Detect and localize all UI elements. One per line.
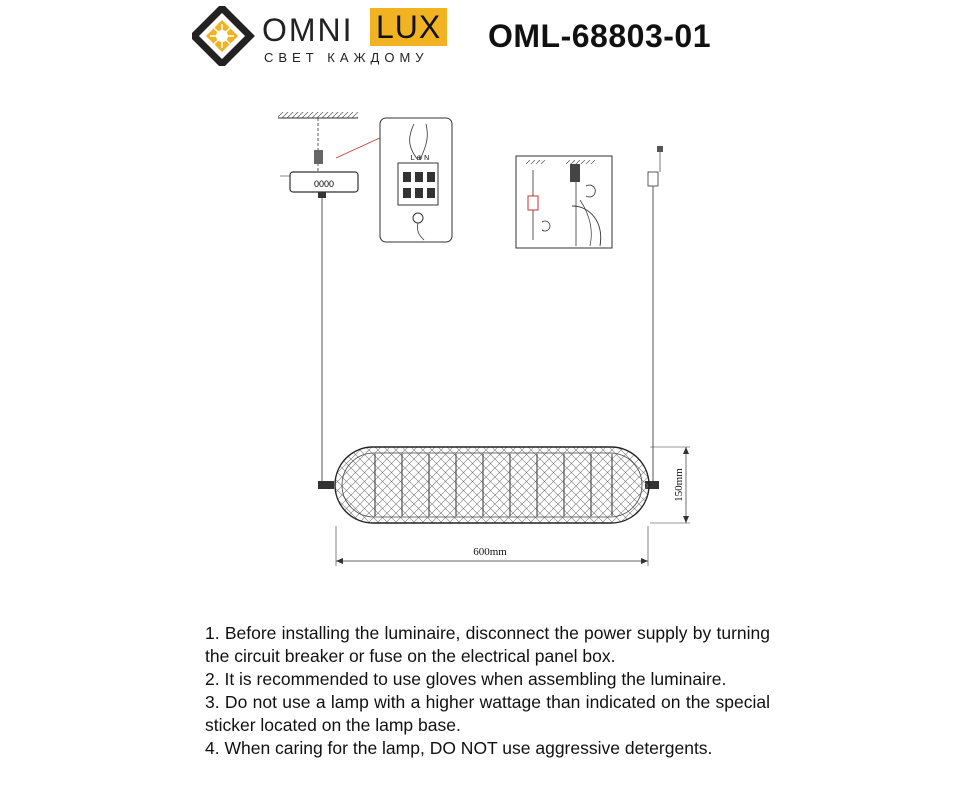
ceiling-mount xyxy=(278,112,358,198)
terminal-label: L ⊕ N xyxy=(410,155,430,162)
lamp-body xyxy=(335,447,649,523)
right-cable xyxy=(645,146,663,489)
terminal-detail xyxy=(380,118,452,242)
brand-tagline: СВЕТ КАЖДОМУ xyxy=(264,50,429,65)
canopy-label: 0000 xyxy=(313,179,335,189)
brand-name-lux: LUX xyxy=(370,8,447,46)
instruction-item: 1. Before installing the luminaire, disconnect the power supply by turning the circuit breaker or fuse on the electrical panel box. xyxy=(205,623,770,666)
instruction-item: 2. It is recommended to use gloves when assembling the luminaire. xyxy=(205,669,727,689)
instruction-item: 4. When caring for the lamp, DO NOT use aggressive detergents. xyxy=(205,738,713,758)
instructions-list xyxy=(205,622,770,760)
instruction-item: 3. Do not use a lamp with a higher wattage than indicated on the special sticker located on the lamp base. xyxy=(205,692,770,735)
height-label: 150mm xyxy=(673,468,685,502)
brand-name-omni: OMNI xyxy=(262,12,354,48)
cable-adjust-detail xyxy=(516,156,612,248)
width-label: 600mm xyxy=(473,546,507,558)
model-number: OML-68803-01 xyxy=(488,18,711,54)
width-dimension xyxy=(336,526,648,566)
